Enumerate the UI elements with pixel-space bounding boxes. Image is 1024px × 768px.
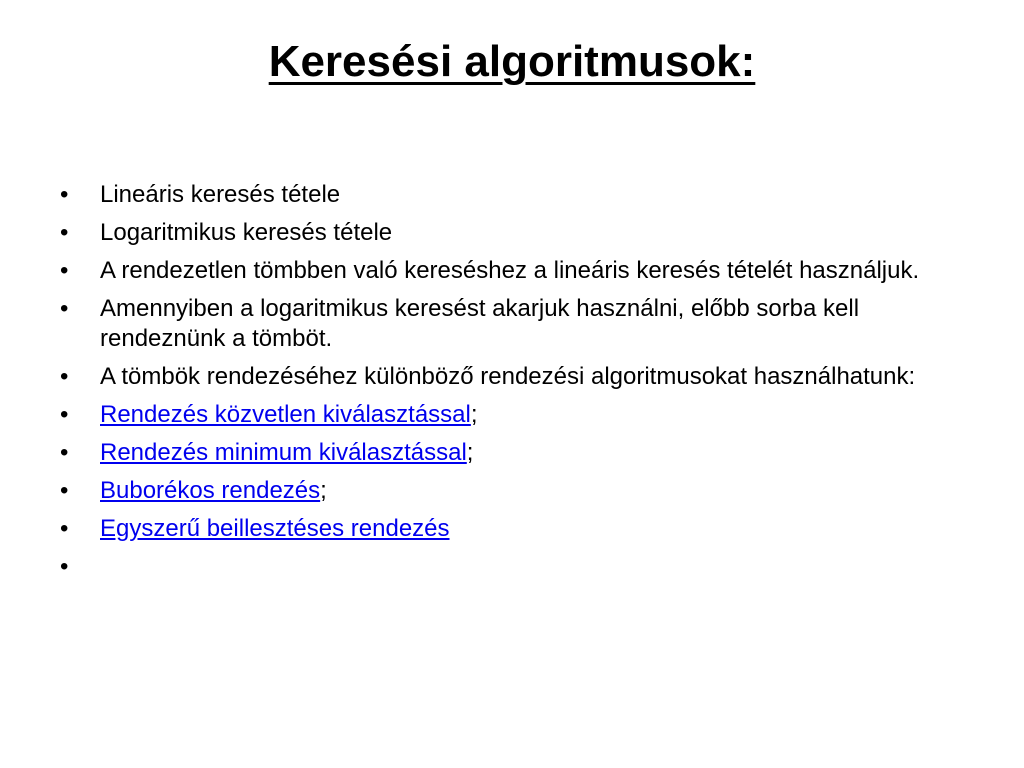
slide-title-text: Keresési algoritmusok: bbox=[268, 37, 756, 86]
list-item-text: A rendezetlen tömbben való kereséshez a lineáris keresés tételét használjuk. bbox=[100, 257, 920, 284]
bullet-dot-icon: • bbox=[60, 439, 69, 466]
list-item-suffix: ; bbox=[466, 439, 474, 466]
slide-title bbox=[0, 32, 1024, 92]
bullet-dot-icon: • bbox=[60, 515, 69, 542]
list-item bbox=[58, 294, 968, 354]
bullet-dot-icon: • bbox=[60, 257, 69, 284]
list-item-suffix: ; bbox=[470, 401, 478, 428]
list-item bbox=[58, 256, 968, 286]
bullet-dot-icon: • bbox=[60, 295, 69, 322]
bullet-dot-icon: • bbox=[60, 553, 69, 580]
bullet-dot-icon: • bbox=[60, 181, 69, 208]
link-rendezes-kozvetlen-kivalasztassal[interactable]: Rendezés közvetlen kiválasztással bbox=[100, 401, 471, 428]
list-item-text: Lineáris keresés tétele bbox=[100, 181, 341, 208]
list-item bbox=[58, 362, 968, 392]
list-item-text: Logaritmikus keresés tétele bbox=[100, 219, 393, 246]
bullet-dot-icon: • bbox=[60, 477, 69, 504]
list-item-text: A tömbök rendezéséhez különböző rendezési algoritmusokat használhatunk: bbox=[100, 363, 916, 390]
list-item-suffix: ; bbox=[320, 477, 327, 504]
list-item bbox=[58, 438, 968, 468]
list-item bbox=[58, 400, 968, 430]
bullet-dot-icon: • bbox=[60, 401, 69, 428]
bullet-list bbox=[58, 180, 968, 580]
link-buborekos-rendezes[interactable]: Buborékos rendezés bbox=[100, 477, 321, 504]
link-egyszeru-beillesztes-rendezes[interactable]: Egyszerű beillesztéses rendezés bbox=[100, 515, 450, 542]
list-item bbox=[58, 476, 968, 506]
link-rendezes-minimum-kivalasztassal[interactable]: Rendezés minimum kiválasztással bbox=[100, 439, 467, 466]
list-item bbox=[58, 180, 968, 210]
list-item bbox=[58, 218, 968, 248]
list-item-text: Amennyiben a logaritmikus keresést akarjuk használni, előbb sorba kell rendeznünk a tömböt. bbox=[100, 295, 860, 352]
list-item bbox=[58, 514, 968, 544]
bullet-dot-icon: • bbox=[60, 219, 69, 246]
bullet-dot-icon: • bbox=[60, 363, 69, 390]
